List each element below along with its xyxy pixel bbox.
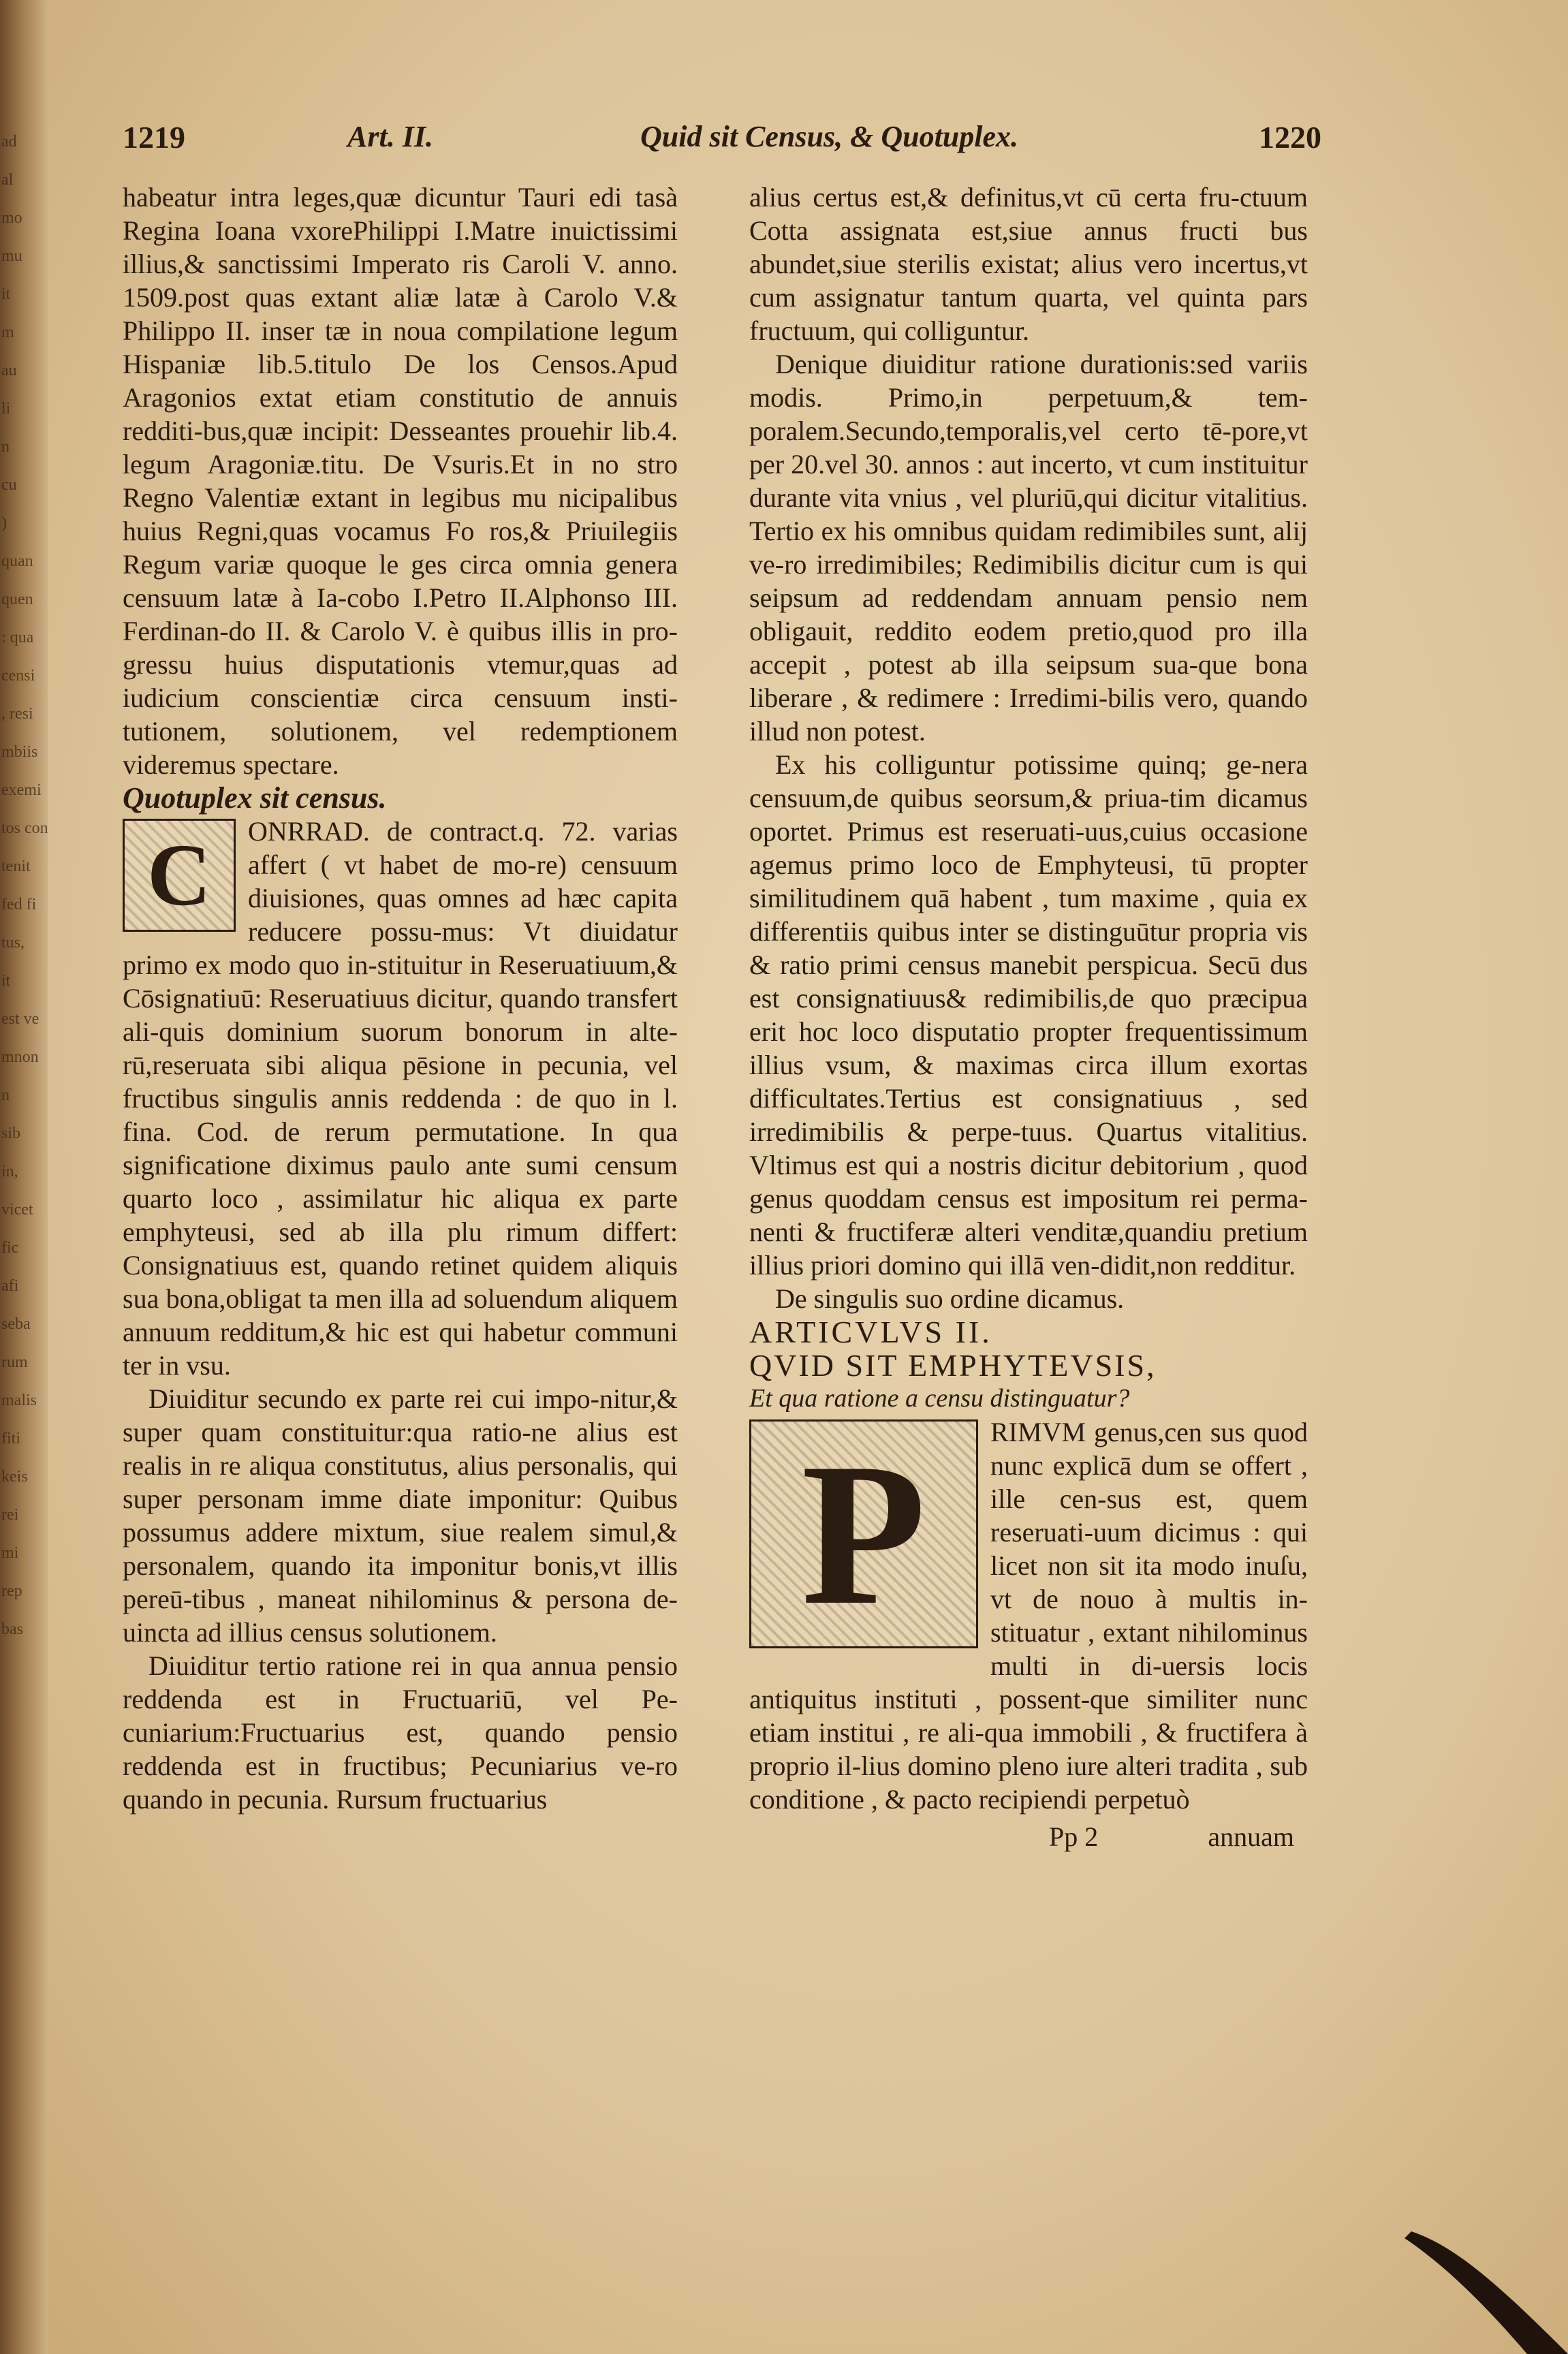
catchword: annuam [1208, 1821, 1294, 1852]
running-title: Quid sit Census, & Quotuplex. [640, 120, 1019, 153]
page-footer [749, 1820, 1308, 1853]
paragraph: alius certus est,& definitus,vt cū certa fru-ctuum Cotta assignata est,siue annus fructi bus abundet,siue sterilis existat; alius vero incertus,vt cum assignatur tantum quarta, vel quinta pars fructuum, qui colliguntur. [749, 182, 1308, 346]
section-heading: Quotuplex sit census. [123, 781, 387, 815]
adjacent-page-edge [0, 0, 48, 2354]
decorated-initial: P [749, 1419, 978, 1648]
quill-pen-icon [1391, 2218, 1568, 2354]
paragraph: Diuiditur secundo ex parte rei cui impo-nitur,& super quam constituitur:qua ratio-ne alius est realis in re aliqua constitutus, alius personalis, qui super personam imme diate imponitur: Quibus possumus addere mixtum, siue realem simul,& personalem, quando ita imponitur bonis,vt illis pereū-tibus , maneat nihilominus & persona de-uincta ad illius census solutionem. [123, 1383, 678, 1648]
dropcap-paragraph [749, 1415, 1308, 1816]
paragraph: Denique diuiditur ratione durationis:sed variis modis. Primo,in perpetuum,& tem-poralem.Secundo,temporalis,vel certo tē-pore,vt per 20.vel 30. annos : aut incerto, vt cum instituitur durante vita vnius , vel pluriū,qui dicitur vitalitius. Tertio ex his omnibus quidam redimibiles sunt, alij ve-ro irredimibiles; Redimibilis dicitur cum is qui seipsum ad reddendam annuam pensio nem obligauit, reddito eodem pretio,quod pro illa accepit , potest ab illa seipsum sua-que bona liberare , & redimere : Irredimi-bilis vero, quando illud non potest. [749, 349, 1308, 747]
article-subtitle: Et qua ratione a censu distinguatur? [749, 1384, 1130, 1413]
paragraph: habeatur intra leges,quæ dicuntur Tauri edi tasà Regina Ioana vxorePhilippi I.Matre inuictissimi illius,& sanctissimi Imperato ris Caroli V. anno. 1509.post quas extant aliæ latæ à Carolo V.& Philippo II. inser tæ in noua compilatione legum Hispaniæ lib.5.titulo De los Censos.Apud Aragonios extat etiam constitutio de annuis redditi-bus,quæ incipit: Desseantes prouehir lib.4. legum Aragoniæ.titu. De Vsuris.Et in no stro Regno Valentiæ extant in legibus mu nicipalibus huius Regni,quas vocamus Fo ros,& Priuilegiis Regum variæ quoque le ges circa omnia genera censuum latæ à Ia-cobo I.Petro II.Alphonso III. Ferdinan-do II. & Carolo V. è quibus illis in pro-gressu huius disputationis vtemur,quas ad iudicium conscientiæ circa censuum insti-tutionem, solutionem, vel redemptionem videremus spectare. [123, 182, 678, 780]
paragraph: De singulis suo ordine dicamus. [775, 1283, 1125, 1314]
running-article: Art. II. [347, 120, 433, 153]
dropcap-paragraph [123, 815, 678, 1382]
decorated-initial: C [123, 819, 236, 932]
page-number-right: 1220 [1259, 120, 1321, 155]
paragraph: Ex his colliguntur potissime quinq; ge-nera censuum,de quibus seorsum,& priua-tim dicamus oportet. Primus est reseruati-uus,cuius occasione agemus primo loco de Emphyteusi, tū propter similitudinem quā habent , tum maxime , quia ex differentiis quibus inter se distinguūtur propria vis & ratio primi census manebit perspicua. Secū dus est consignatiuus& redimibilis,de quo præcipua erit hoc loco disputatio propter frequentissimum illius vsum, & maximas circa illum exortas difficultates.Tertius est consignatiuus , sed irredimibilis & perpe-tuus. Quartus vitalitius. Vltimus est qui a nostris dicitur debitorium , quod genus quoddam census est impositum rei perma-nenti & fructiferæ alteri venditæ,quandiu pretium illius priori domino qui illā ven-didit,non redditur. [749, 749, 1308, 1281]
adjacent-page-fragments: ad al mo mu it m au li n cu ) quan quen : qua censi , resi mbiis exemi tos con tenit fed fi tus, it est ve mnon n sib in, vicet fic afi seba rum malis fiti keis rei mi rep bas [1, 133, 48, 1638]
page-number-left: 1219 [123, 120, 185, 155]
paragraph: ONRRAD. de contract.q. 72. varias affert ( vt habet de mo-re) censuum diuisiones, quas omnes ad hæc capita reducere possu-mus: Vt diuidatur primo ex modo quo in-stituitur in Reseruatiuum,& Cōsignatiuū: Reseruatiuus dicitur, quando transfert ali-quis dominium suorum bonorum in alte-rū,reseruata sibi aliqua pēsione in pecunia, vel fructibus singulis annis reddenda : de quo in l. fina. Cod. de rerum permutatione. In qua significatione diximus paulo ante sumi censum quarto loco , assimilatur hic aliqua ex parte emphyteusi, sed ab illa plu rimum differt: Consignatiuus est, quando retinet quidem aliquis sua bona,obligat ta men illa ad soluendum aliquem annuum redditum,& hic est qui habetur communi ter in vsu. [123, 816, 678, 1381]
article-title: QVID SIT EMPHYTEVSIS, [749, 1348, 1157, 1383]
paragraph: RIMVM genus,cen sus quod nunc explicā dum se offert , ille cen-sus est, quem reseruati-uum dicimus : qui licet non sit ita modo inuſu, vt de nouo à multis in-stituatur , extant nihilominus multi in di-uersis locis antiquitus instituti , possent-que similiter nunc etiam institui , re ali-qua immobili , & fructifera à proprio il-lius domino pleno iure alteri tradita , sub conditione , & pacto recipiendi perpetuò [749, 1417, 1308, 1815]
right-column [749, 181, 1308, 1853]
running-header [123, 119, 1321, 174]
signature-mark: Pp 2 [1049, 1821, 1099, 1852]
paragraph: Diuiditur tertio ratione rei in qua annua pensio reddenda est in Fructuariū, vel Pe-cuniarium:Fructuarius est, quando pensio reddenda est in fructibus; Pecuniarius ve-ro quando in pecunia. Rursum fructuarius [123, 1650, 678, 1815]
article-heading: ARTICVLVS II. [749, 1315, 992, 1349]
left-column [123, 181, 678, 1816]
